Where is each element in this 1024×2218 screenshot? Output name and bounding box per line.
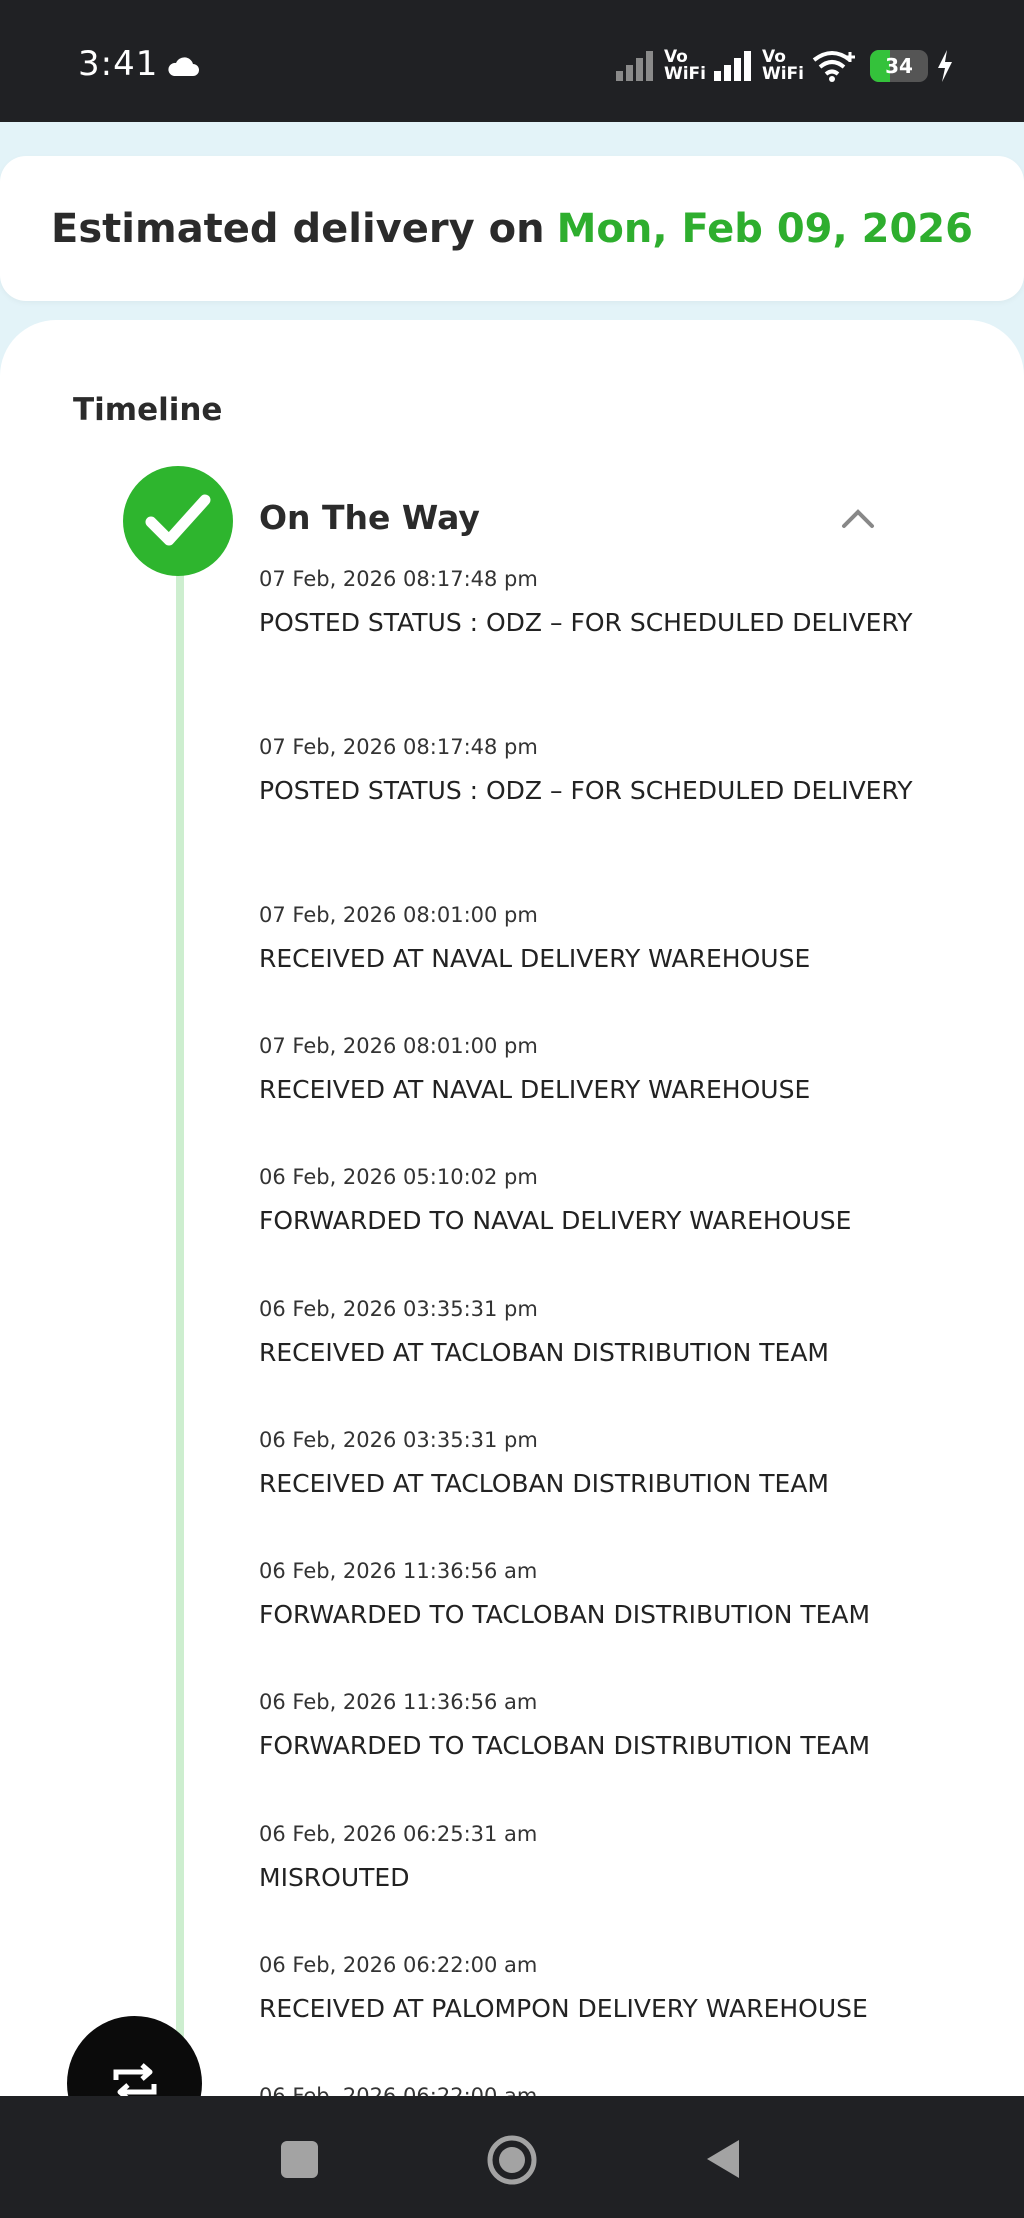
event-timestamp: 07 Feb, 2026 08:17:48 pm	[259, 735, 538, 759]
event-timestamp: 06 Feb, 2026 03:35:31 pm	[259, 1428, 538, 1452]
vowifi-label: Vo WiFi	[761, 47, 804, 84]
navigation-bar	[0, 2096, 1024, 2218]
event-timestamp: 07 Feb, 2026 08:17:48 pm	[259, 567, 538, 591]
wifi-icon	[812, 50, 856, 82]
event-description: RECEIVED AT TACLOBAN DISTRIBUTION TEAM	[259, 1469, 829, 1498]
chevron-up-icon[interactable]	[840, 506, 876, 530]
timeline-event	[259, 564, 959, 641]
timeline-event	[259, 1819, 959, 1896]
event-timestamp: 06 Feb, 2026 11:36:56 am	[259, 1690, 538, 1714]
home-button[interactable]	[486, 2134, 538, 2186]
event-description: RECEIVED AT PALOMPON DELIVERY WAREHOUSE	[259, 1994, 868, 2023]
event-description: RECEIVED AT NAVAL DELIVERY WAREHOUSE	[259, 1075, 811, 1104]
event-description: FORWARDED TO TACLOBAN DISTRIBUTION TEAM	[259, 1731, 871, 1760]
status-icons	[616, 46, 954, 86]
event-description: FORWARDED TO NAVAL DELIVERY WAREHOUSE	[259, 1206, 852, 1235]
timeline-status-title: On The Way	[259, 498, 480, 537]
timeline-line	[176, 530, 184, 2100]
signal-icon	[616, 51, 656, 81]
event-timestamp: 06 Feb, 2026 05:10:02 pm	[259, 1165, 538, 1189]
clock: 3:41	[78, 44, 159, 84]
timeline-title: Timeline	[73, 392, 223, 428]
timeline-event	[259, 1950, 959, 2027]
event-timestamp: 07 Feb, 2026 08:01:00 pm	[259, 903, 538, 927]
timeline-event	[259, 1687, 959, 1764]
event-timestamp: 06 Feb, 2026 06:22:00 am	[259, 1953, 538, 1977]
timeline-card	[0, 320, 1024, 2100]
vowifi-label: Vo WiFi	[663, 47, 706, 84]
battery-percent: 34	[885, 54, 913, 78]
cloud-icon	[166, 56, 200, 78]
charging-icon	[936, 50, 954, 82]
event-description: POSTED STATUS : ODZ – FOR SCHEDULED DELIVERY	[259, 776, 913, 805]
event-timestamp: 07 Feb, 2026 08:01:00 pm	[259, 1034, 538, 1058]
event-description: RECEIVED AT NAVAL DELIVERY WAREHOUSE	[259, 944, 811, 973]
estimated-delivery-label: Estimated delivery on	[51, 205, 545, 252]
timeline-event	[259, 1425, 959, 1502]
event-description: MISROUTED	[259, 1863, 410, 1892]
timeline-event	[259, 1294, 959, 1371]
timeline-event	[259, 1031, 959, 1108]
event-description: RECEIVED AT TACLOBAN DISTRIBUTION TEAM	[259, 1338, 829, 1367]
recents-button[interactable]	[281, 2141, 318, 2178]
signal-icon	[714, 51, 754, 81]
event-timestamp: 06 Feb, 2026 06:25:31 am	[259, 1822, 538, 1846]
event-description: POSTED STATUS : ODZ – FOR SCHEDULED DELIVERY	[259, 608, 913, 637]
timeline-event	[259, 1162, 959, 1239]
timeline-event	[259, 732, 959, 809]
estimated-delivery-date: Mon, Feb 09, 2026	[556, 205, 973, 252]
timeline-event	[259, 1556, 959, 1633]
status-bar	[0, 0, 1024, 122]
event-timestamp: 06 Feb, 2026 11:36:56 am	[259, 1559, 538, 1583]
estimated-delivery-card	[0, 156, 1024, 301]
check-icon	[123, 466, 233, 576]
event-timestamp: 06 Feb, 2026 03:35:31 pm	[259, 1297, 538, 1321]
battery-icon	[870, 50, 928, 82]
event-description: FORWARDED TO TACLOBAN DISTRIBUTION TEAM	[259, 1600, 871, 1629]
back-button[interactable]	[703, 2136, 743, 2182]
timeline-event	[259, 900, 959, 977]
